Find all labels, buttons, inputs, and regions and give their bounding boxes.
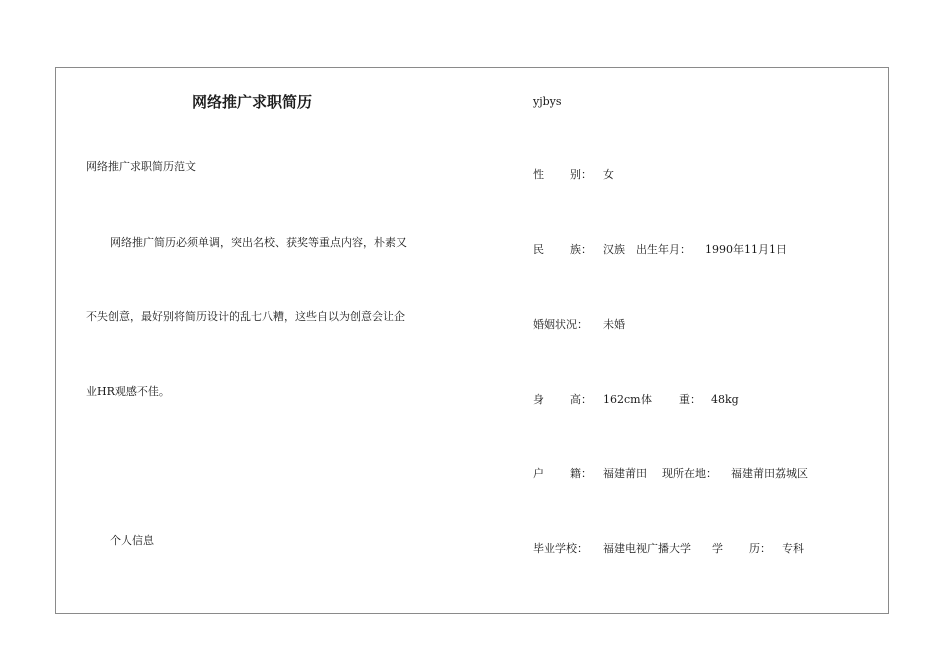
field-birthdate-value: 1990年11月1日 [705, 243, 787, 256]
field-gender-label-a: 性 [533, 168, 544, 181]
field-ethnicity-label-a: 民 [533, 243, 544, 256]
field-hukou-label-a: 户 [533, 467, 544, 480]
field-birthdate-label: 出生年月： [636, 243, 691, 256]
field-school-value: 福建电视广播大学 [603, 542, 691, 555]
resume-code: yjbys [533, 95, 562, 108]
intro-line-2: 不失创意，最好别将简历设计的乱七八糟，这些自以为创意会让企 [86, 310, 405, 323]
field-weight-label-b: 重： [679, 393, 701, 406]
field-hukou-label-b: 籍： [570, 467, 592, 480]
field-weight-label-a: 体 [641, 393, 652, 406]
field-education-label-b: 历： [749, 542, 771, 555]
field-gender-label-b: 别： [570, 168, 592, 181]
field-height-value: 162cm [603, 393, 641, 406]
field-weight-value: 48kg [711, 393, 739, 406]
field-residence-label: 现所在地： [662, 467, 717, 480]
field-ethnicity-label-b: 族： [570, 243, 592, 256]
field-education-label-a: 学 [712, 542, 723, 555]
field-gender-value: 女 [603, 168, 614, 181]
field-ethnicity-value: 汉族 [603, 243, 625, 256]
section-personal-heading: 个人信息 [110, 534, 154, 547]
page-title: 网络推广求职简历 [192, 93, 313, 111]
document-subtitle: 网络推广求职简历范文 [86, 160, 196, 173]
field-hukou-value: 福建莆田 [603, 467, 647, 480]
resume-page-frame [55, 67, 889, 614]
intro-line-3: 业HR观感不佳。 [86, 385, 170, 398]
field-height-label-b: 高： [570, 393, 592, 406]
intro-line-1: 网络推广简历必须单调，突出名校、获奖等重点内容，朴素又 [110, 236, 407, 249]
field-school-label: 毕业学校： [533, 542, 588, 555]
field-marital-value: 未婚 [603, 318, 625, 331]
field-height-label-a: 身 [533, 393, 544, 406]
field-marital-label: 婚姻状况： [533, 318, 588, 331]
field-education-value: 专科 [782, 542, 804, 555]
field-residence-value: 福建莆田荔城区 [731, 467, 808, 480]
